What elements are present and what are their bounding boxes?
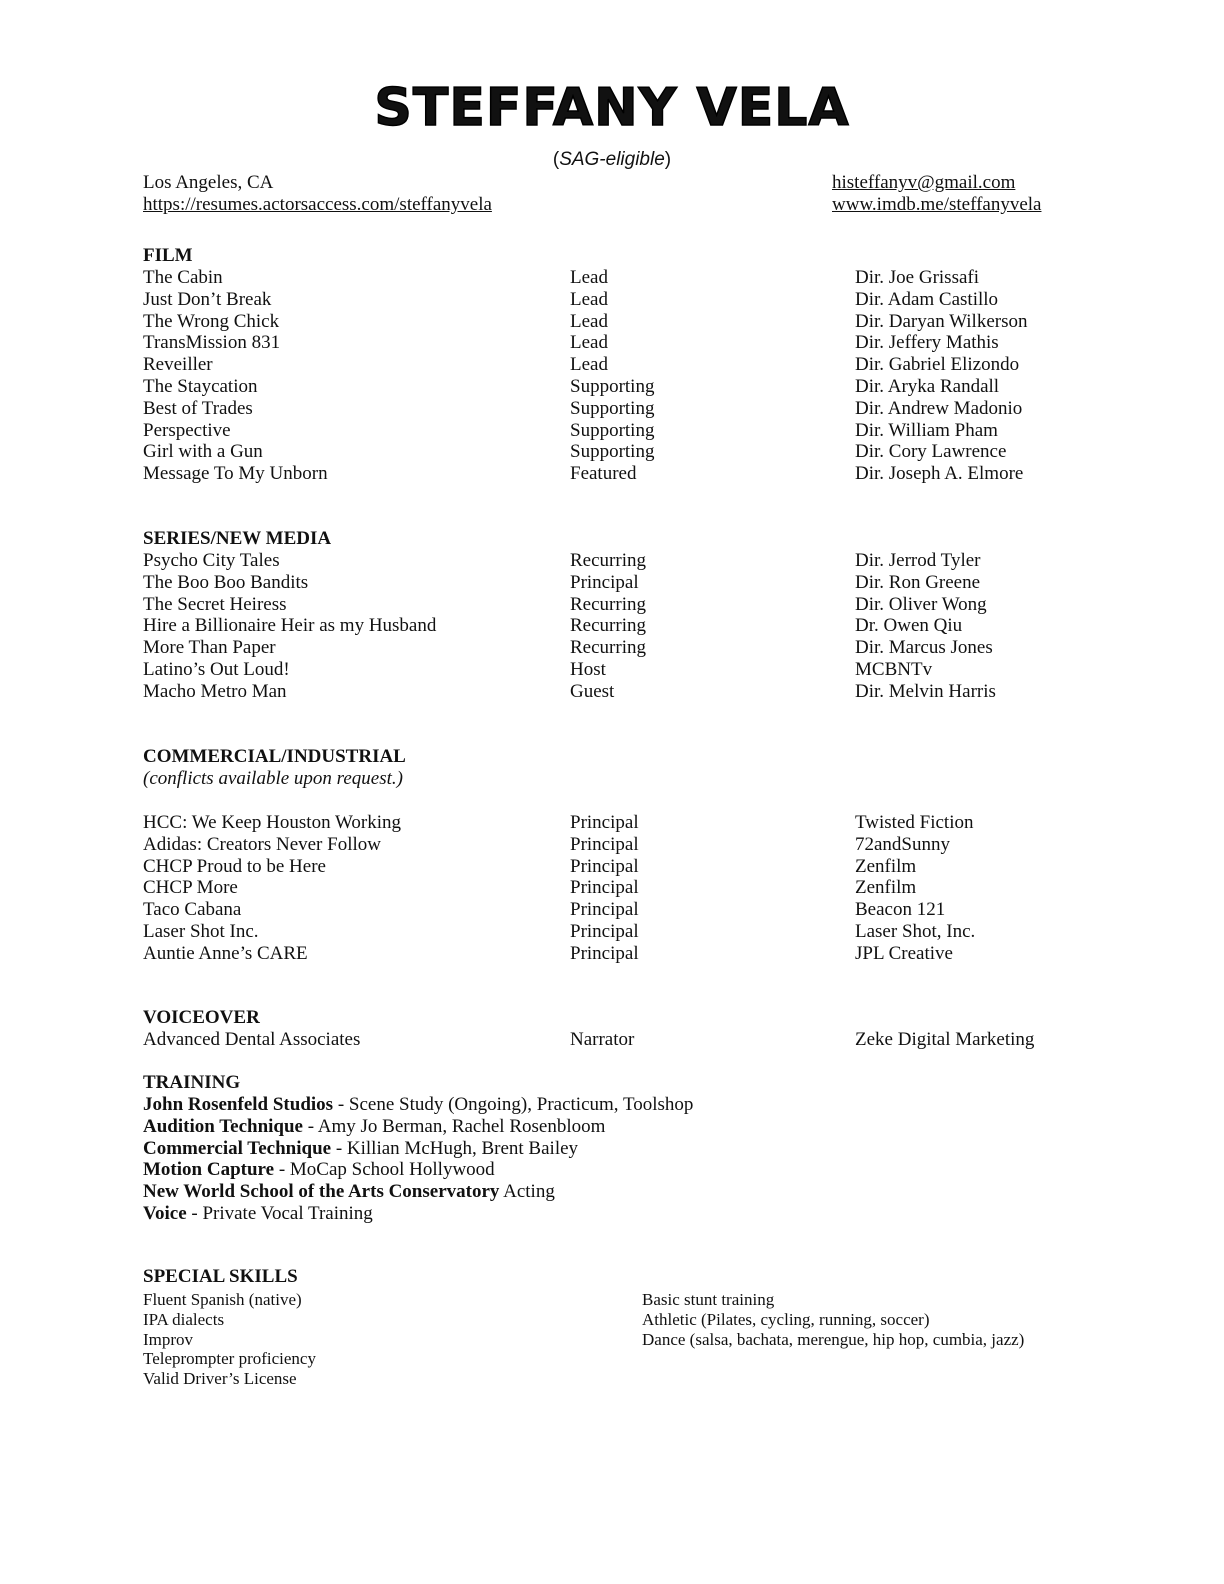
director: Dir. William Pham	[855, 419, 998, 441]
role: Lead	[570, 332, 608, 354]
skill-item: Basic stunt training	[642, 1290, 775, 1309]
role: Recurring	[570, 550, 646, 571]
union-status-close: )	[664, 149, 672, 170]
skill-item: Improv	[143, 1329, 194, 1349]
credit-row	[143, 812, 1083, 834]
training-detail: Acting	[499, 1181, 555, 1203]
imdb-link[interactable]: www.imdb.me/steffanyvela	[832, 194, 1042, 215]
credit-row	[143, 659, 1083, 681]
credit-row	[143, 681, 1083, 703]
credit-row	[143, 463, 1083, 485]
project: CHCP Proud to be Here	[143, 855, 326, 877]
location: Los Angeles, CA	[143, 172, 274, 193]
skill-item: Dance (salsa, bachata, merengue, hip hop, cumbia, jazz)	[642, 1329, 1025, 1349]
project: The Staycation	[143, 375, 258, 397]
director: Dir. Joseph A. Elmore	[855, 463, 1024, 485]
training-name: John Rosenfeld Studios	[143, 1094, 334, 1115]
company: Zenfilm	[855, 855, 917, 877]
company: Zeke Digital Marketing	[855, 1029, 1035, 1050]
role: Recurring	[570, 637, 646, 659]
credit-row	[143, 921, 1083, 943]
training-item	[143, 1094, 1083, 1116]
role: Recurring	[570, 615, 646, 637]
director: Dir. Marcus Jones	[855, 637, 993, 659]
project: Latino’s Out Loud!	[143, 658, 290, 680]
credit-row	[143, 594, 1083, 616]
director: Dir. Andrew Madonio	[855, 397, 1023, 419]
training-name: Audition Technique	[143, 1115, 303, 1137]
section-title: TRAINING	[143, 1072, 241, 1093]
credit-row	[143, 420, 1083, 442]
role: Principal	[570, 855, 639, 877]
role: Recurring	[570, 593, 646, 615]
training-name: Commercial Technique	[143, 1137, 332, 1159]
credit-row	[143, 398, 1083, 420]
project: The Secret Heiress	[143, 593, 287, 615]
training-item	[143, 1138, 1083, 1160]
credit-row	[143, 943, 1083, 965]
credit-row	[143, 332, 1083, 354]
director: Dir. Joe Grissafi	[855, 267, 980, 288]
section-title: SPECIAL SKILLS	[143, 1266, 298, 1287]
credit-row	[143, 615, 1083, 637]
actor-name: STEFFANY VELA	[374, 78, 850, 138]
spacer	[143, 790, 1083, 812]
project: Taco Cabana	[143, 899, 242, 921]
project: Perspective	[143, 419, 231, 441]
skills-section	[143, 1266, 1083, 1389]
company: 72andSunny	[855, 833, 950, 855]
commercial-section	[143, 746, 1083, 965]
director: Dir. Aryka Randall	[855, 375, 1000, 397]
director: Dir. Melvin Harris	[855, 680, 996, 702]
section-note: (conflicts available upon request.)	[143, 768, 403, 789]
credit-row	[143, 267, 1083, 289]
project: Adidas: Creators Never Follow	[143, 833, 381, 855]
director: Dir. Ron Greene	[855, 571, 981, 593]
project: Macho Metro Man	[143, 680, 287, 702]
company: Beacon 121	[855, 899, 946, 921]
role: Principal	[570, 812, 639, 833]
credit-row	[143, 1029, 1083, 1051]
role: Lead	[570, 267, 608, 288]
credit-row	[143, 856, 1083, 878]
director: Dir. Jerrod Tyler	[855, 550, 981, 571]
training-section	[143, 1072, 1083, 1225]
union-status	[0, 149, 1224, 171]
credit-row	[143, 834, 1083, 856]
skill-item: IPA dialects	[143, 1309, 225, 1329]
email-link[interactable]: histeffanyv@gmail.com	[832, 172, 1016, 193]
role: Lead	[570, 310, 608, 332]
company: Zenfilm	[855, 877, 917, 899]
role: Lead	[570, 354, 608, 376]
credit-row	[143, 354, 1083, 376]
role: Principal	[570, 942, 639, 964]
role: Host	[570, 658, 606, 680]
project: HCC: We Keep Houston Working	[143, 812, 402, 833]
training-detail: - Amy Jo Berman, Rachel Rosenbloom	[303, 1115, 606, 1137]
training-name: New World School of the Arts Conservatory	[143, 1181, 500, 1203]
company: Twisted Fiction	[855, 812, 974, 833]
union-status-text: SAG-eligible	[559, 149, 665, 170]
section-title: VOICEOVER	[143, 1007, 260, 1028]
skill-item: Athletic (Pilates, cycling, running, soccer)	[642, 1309, 930, 1329]
skills-left-column	[143, 1290, 316, 1389]
project: Psycho City Tales	[143, 550, 280, 571]
project: CHCP More	[143, 877, 238, 899]
project: More Than Paper	[143, 637, 276, 659]
project: Reveiller	[143, 354, 213, 376]
credit-row	[143, 376, 1083, 398]
training-detail: - Private Vocal Training	[186, 1202, 373, 1224]
role: Featured	[570, 463, 637, 485]
training-name: Motion Capture	[143, 1159, 275, 1181]
role: Lead	[570, 288, 608, 310]
project: Laser Shot Inc.	[143, 920, 259, 942]
company: JPL Creative	[855, 942, 953, 964]
skill-item: Fluent Spanish (native)	[143, 1290, 302, 1309]
credit-row	[143, 311, 1083, 333]
skills-right-column	[642, 1290, 1024, 1349]
director: MCBNTv	[855, 658, 933, 680]
role: Supporting	[570, 375, 655, 397]
credit-row	[143, 550, 1083, 572]
role: Principal	[570, 920, 639, 942]
section-title: COMMERCIAL/INDUSTRIAL	[143, 746, 406, 767]
role: Narrator	[570, 1029, 635, 1050]
actors-access-link[interactable]: https://resumes.actorsaccess.com/steffanyvela	[143, 194, 492, 215]
role: Principal	[570, 571, 639, 593]
credit-row	[143, 899, 1083, 921]
training-detail: - MoCap School Hollywood	[274, 1159, 495, 1181]
project: Auntie Anne’s CARE	[143, 942, 308, 964]
credit-row	[143, 637, 1083, 659]
union-status-open: (	[552, 149, 560, 170]
section-title: SERIES/NEW MEDIA	[143, 528, 332, 549]
director: Dir. Jeffery Mathis	[855, 332, 999, 354]
training-item	[143, 1181, 1083, 1203]
director: Dir. Gabriel Elizondo	[855, 354, 1020, 376]
project: Just Don’t Break	[143, 288, 272, 310]
project: Girl with a Gun	[143, 441, 263, 463]
company: Laser Shot, Inc.	[855, 920, 976, 942]
training-item	[143, 1159, 1083, 1181]
training-item	[143, 1203, 1083, 1225]
skill-item: Teleprompter proficiency	[143, 1349, 316, 1369]
credit-row	[143, 289, 1083, 311]
role: Guest	[570, 680, 615, 702]
project: The Wrong Chick	[143, 310, 280, 332]
director: Dr. Owen Qiu	[855, 615, 963, 637]
training-item	[143, 1116, 1083, 1138]
contact-right	[832, 172, 1041, 216]
training-detail: - Killian McHugh, Brent Bailey	[331, 1137, 579, 1159]
director: Dir. Oliver Wong	[855, 593, 987, 615]
role: Principal	[570, 877, 639, 899]
project: Message To My Unborn	[143, 463, 328, 485]
role: Supporting	[570, 419, 655, 441]
section-title: FILM	[143, 245, 193, 266]
training-name: Voice	[143, 1202, 187, 1224]
director: Dir. Daryan Wilkerson	[855, 310, 1028, 332]
credit-row	[143, 572, 1083, 594]
training-detail: - Scene Study (Ongoing), Practicum, Toolshop	[333, 1094, 694, 1115]
director: Dir. Cory Lawrence	[855, 441, 1007, 463]
skill-item: Valid Driver’s License	[143, 1369, 297, 1389]
project: The Cabin	[143, 267, 223, 288]
film-section	[143, 245, 1083, 485]
project: The Boo Boo Bandits	[143, 571, 309, 593]
project: Advanced Dental Associates	[143, 1029, 361, 1050]
credit-row	[143, 441, 1083, 463]
credit-row	[143, 877, 1083, 899]
role: Principal	[570, 899, 639, 921]
director: Dir. Adam Castillo	[855, 288, 999, 310]
project: Hire a Billionaire Heir as my Husband	[143, 615, 437, 637]
project: TransMission 831	[143, 332, 281, 354]
role: Principal	[570, 833, 639, 855]
voiceover-section	[143, 1007, 1083, 1051]
role: Supporting	[570, 397, 655, 419]
contact-left	[143, 172, 492, 216]
role: Supporting	[570, 441, 655, 463]
project: Best of Trades	[143, 397, 253, 419]
series-section	[143, 528, 1083, 703]
